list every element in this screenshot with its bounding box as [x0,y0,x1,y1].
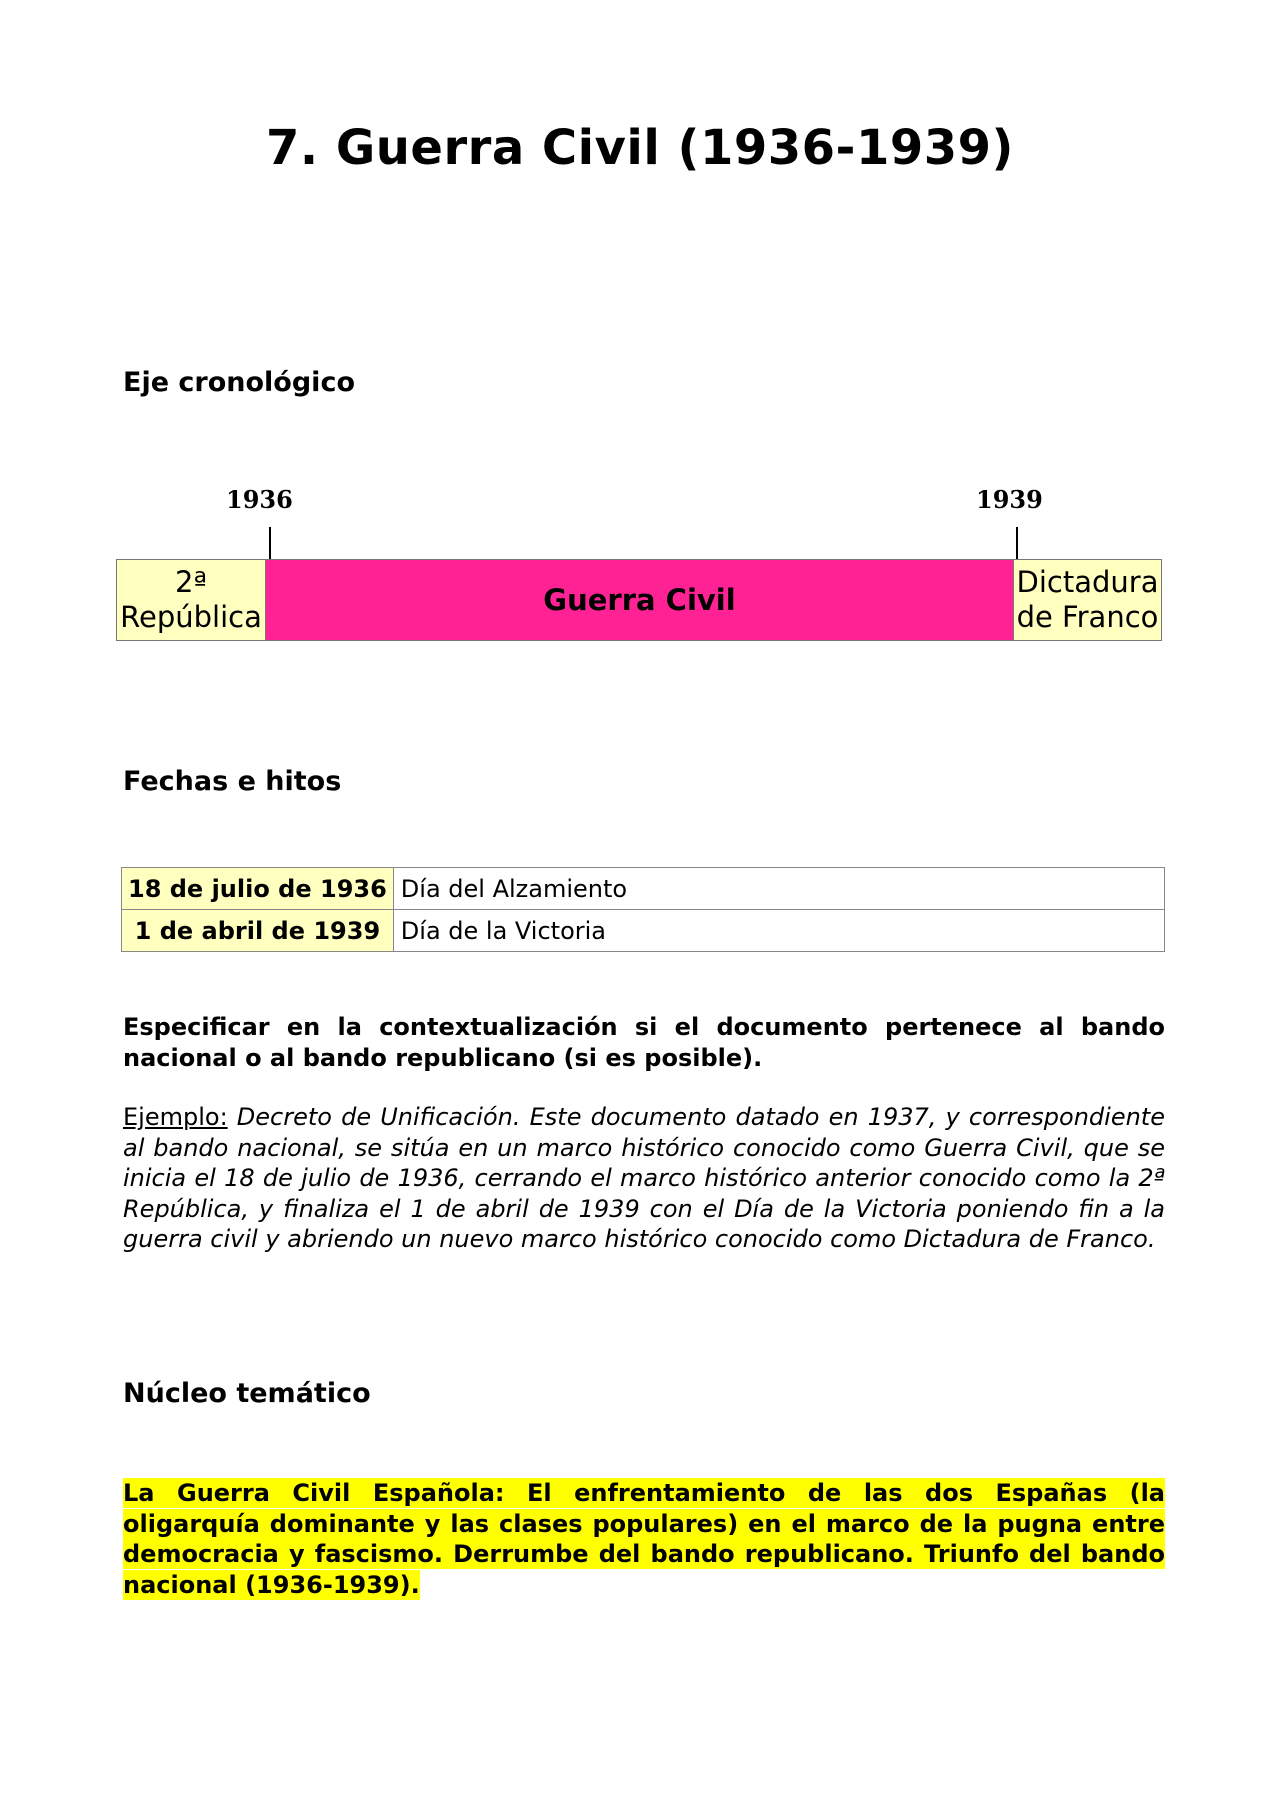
nucleo-highlighted-text: La Guerra Civil Española: El enfrentamiento de las dos Españas (la oligarquía dominante y las clases populares) en el marco de la pugna entre democracia y fascismo. Derrumbe del bando republicano. Triunfo del bando nacional (1936-1939). [123,1479,1165,1599]
date-cell: 18 de julio de 1936 [122,868,394,910]
event-cell: Día de la Victoria [393,910,1164,952]
timeline-year-end: 1939 [976,485,1043,514]
event-cell: Día del Alzamiento [393,868,1164,910]
dates-table [121,867,1165,952]
table-row [122,910,1165,952]
table-row [122,868,1165,910]
instruction-text: Especificar en la contextualización si el documento pertenece al bando nacional o al bando republicano (si es posible). [123,1013,1165,1072]
example-text: Decreto de Unificación. Este documento datado en 1937, y correspondiente al bando nacional, se sitúa en un marco histórico conocido como Guerra Civil, que se inicia el 18 de julio de 1936, cerrando el marco histórico anterior conocido como la 2ª República, y finaliza el 1 de abril de 1939 con el Día de la Victoria poniendo fin a la guerra civil y abriendo un nuevo marco histórico conocido como Dictadura de Franco. [123,1103,1165,1253]
timeline-segment-guerra-civil: Guerra Civil [266,560,1013,640]
timeline-year-start: 1936 [226,485,293,514]
example-paragraph [123,1102,1165,1255]
timeline-segment-republica: 2ª República [117,560,266,640]
section-heading-fechas: Fechas e hitos [123,766,342,797]
nucleo-paragraph [123,1478,1165,1600]
section-heading-nucleo: Núcleo temático [123,1378,371,1409]
timeline-bar [116,559,1162,641]
date-cell: 1 de abril de 1939 [122,910,394,952]
timeline-segment-dictadura: Dictadura de Franco [1013,560,1161,640]
section-heading-eje: Eje cronológico [123,367,355,398]
page-title: 7. Guerra Civil (1936-1939) [266,120,1014,176]
example-label: Ejemplo: [123,1103,228,1131]
